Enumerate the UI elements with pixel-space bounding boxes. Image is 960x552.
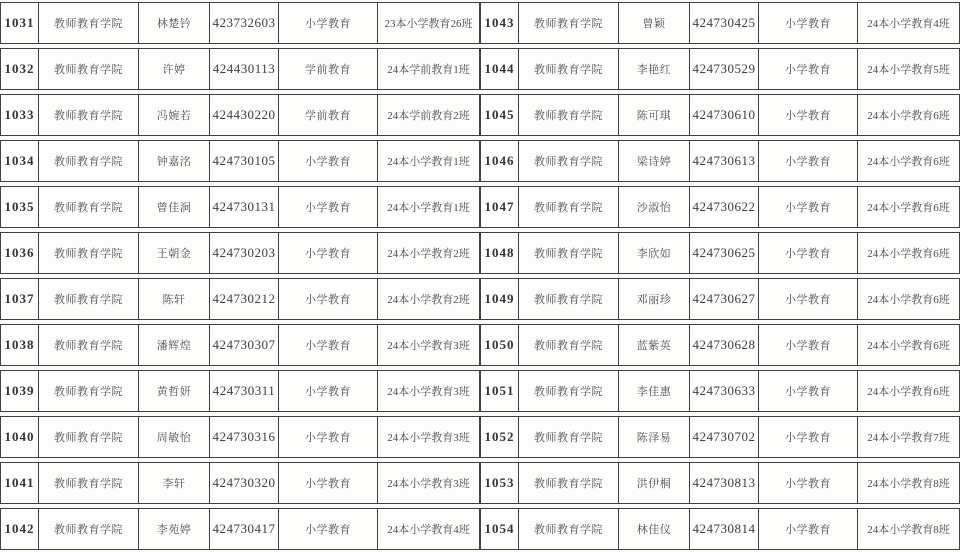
cell-student-id: 424730702 [690,417,759,457]
cell-class: 24本小学教育3班 [387,432,470,444]
cell-row-no: 1050 [481,325,519,365]
cell-college: 教师教育学院 [39,141,139,181]
cell-name: 李艳红 [619,49,690,89]
cell-college: 教师教育学院 [39,279,139,319]
cell-row-no: 1051 [481,371,519,411]
cell-row-no: 1046 [481,141,519,181]
cell-name: 林楚钤 [139,3,210,43]
cell-college: 教师教育学院 [39,95,139,135]
cell-row-no: 1043 [481,3,519,43]
cell-major: 小学教育 [279,3,378,43]
table-row [480,48,960,90]
cell-row-no: 1047 [481,187,519,227]
cell-major: 小学教育 [759,509,858,549]
cell-student-id: 424430220 [210,95,279,135]
cell-major: 小学教育 [759,95,858,135]
table-row [480,462,960,504]
cell-row-no: 1041 [1,463,39,503]
cell-class: 24本小学教育2班 [387,248,470,260]
cell-student-id: 424730529 [690,49,759,89]
cell-college: 教师教育学院 [39,417,139,457]
table-row [480,370,960,412]
cell-class: 24本学前教育2班 [387,110,470,122]
cell-class: 24本小学教育4班 [387,524,470,536]
cell-student-id: 424730633 [690,371,759,411]
table-row [0,278,480,320]
cell-student-id: 424730417 [210,509,279,549]
table-row [0,324,480,366]
table-row [480,278,960,320]
cell-row-no: 1032 [1,49,39,89]
table-row [0,48,480,90]
cell-college: 教师教育学院 [39,187,139,227]
cell-name: 林佳仪 [619,509,690,549]
cell-college: 教师教育学院 [39,325,139,365]
cell-major: 小学教育 [279,233,378,273]
roster-table-right [480,2,960,552]
table-row [0,370,480,412]
cell-name: 周敏怡 [139,417,210,457]
cell-row-no: 1031 [1,3,39,43]
cell-major: 小学教育 [759,49,858,89]
cell-name: 许婷 [139,49,210,89]
table-row [0,508,480,550]
cell-row-no: 1036 [1,233,39,273]
table-row [0,232,480,274]
cell-class: 24本学前教育1班 [387,64,470,76]
cell-college: 教师教育学院 [39,371,139,411]
cell-row-no: 1054 [481,509,519,549]
cell-major: 小学教育 [759,187,858,227]
cell-name: 李苑婷 [139,509,210,549]
cell-college: 教师教育学院 [519,49,619,89]
cell-class: 24本小学教育8班 [867,524,950,536]
cell-row-no: 1045 [481,95,519,135]
cell-major: 小学教育 [759,371,858,411]
cell-major: 小学教育 [279,417,378,457]
cell-student-id: 424730320 [210,463,279,503]
cell-class: 24本小学教育1班 [387,202,470,214]
cell-student-id: 424730131 [210,187,279,227]
cell-major: 小学教育 [279,509,378,549]
cell-row-no: 1039 [1,371,39,411]
cell-student-id: 424730628 [690,325,759,365]
cell-class: 24本小学教育3班 [387,478,470,490]
cell-row-no: 1040 [1,417,39,457]
roster-table-left [0,2,480,552]
table-row [480,324,960,366]
cell-major: 小学教育 [279,463,378,503]
cell-name: 李轩 [139,463,210,503]
cell-major: 学前教育 [279,49,378,89]
table-row [480,140,960,182]
cell-student-id: 424430113 [210,49,279,89]
cell-class: 24本小学教育1班 [387,156,470,168]
cell-name: 钟嘉洺 [139,141,210,181]
table-row [0,462,480,504]
cell-row-no: 1033 [1,95,39,135]
cell-name: 蓝紫英 [619,325,690,365]
table-row [0,2,480,44]
cell-name: 王朝金 [139,233,210,273]
cell-major: 小学教育 [279,141,378,181]
cell-class: 24本小学教育6班 [867,340,950,352]
cell-student-id: 424730425 [690,3,759,43]
cell-row-no: 1052 [481,417,519,457]
cell-student-id: 424730613 [690,141,759,181]
cell-college: 教师教育学院 [519,95,619,135]
cell-name: 冯婉若 [139,95,210,135]
cell-student-id: 424730625 [690,233,759,273]
cell-college: 教师教育学院 [519,463,619,503]
cell-student-id: 424730813 [690,463,759,503]
cell-class: 24本小学教育5班 [867,64,950,76]
table-row [0,94,480,136]
cell-row-no: 1048 [481,233,519,273]
cell-college: 教师教育学院 [519,141,619,181]
table-row [480,508,960,550]
cell-college: 教师教育学院 [39,233,139,273]
cell-name: 潘辉煌 [139,325,210,365]
cell-student-id: 424730105 [210,141,279,181]
cell-major: 小学教育 [759,279,858,319]
cell-class: 24本小学教育3班 [387,386,470,398]
table-row [480,232,960,274]
cell-college: 教师教育学院 [519,3,619,43]
cell-student-id: 424730627 [690,279,759,319]
table-row [480,186,960,228]
cell-major: 小学教育 [759,3,858,43]
cell-college: 教师教育学院 [519,371,619,411]
cell-name: 陈可琪 [619,95,690,135]
table-row [0,140,480,182]
cell-row-no: 1042 [1,509,39,549]
cell-name: 李佳惠 [619,371,690,411]
cell-student-id: 424730622 [690,187,759,227]
cell-name: 沙淑怡 [619,187,690,227]
cell-row-no: 1053 [481,463,519,503]
cell-major: 小学教育 [759,417,858,457]
table-row [0,416,480,458]
cell-college: 教师教育学院 [519,279,619,319]
cell-college: 教师教育学院 [39,509,139,549]
cell-class: 24本小学教育4班 [867,18,950,30]
cell-college: 教师教育学院 [519,325,619,365]
cell-college: 教师教育学院 [519,509,619,549]
cell-name: 黄哲妍 [139,371,210,411]
cell-class: 24本小学教育6班 [867,386,950,398]
cell-college: 教师教育学院 [519,233,619,273]
cell-major: 小学教育 [279,279,378,319]
cell-name: 陈轩 [139,279,210,319]
cell-class: 24本小学教育6班 [867,202,950,214]
cell-row-no: 1037 [1,279,39,319]
cell-class: 24本小学教育6班 [867,110,950,122]
cell-college: 教师教育学院 [519,187,619,227]
cell-class: 24本小学教育2班 [387,294,470,306]
cell-class: 24本小学教育6班 [867,156,950,168]
cell-row-no: 1049 [481,279,519,319]
cell-student-id: 424730311 [210,371,279,411]
cell-college: 教师教育学院 [39,3,139,43]
cell-major: 学前教育 [279,95,378,135]
cell-major: 小学教育 [279,371,378,411]
cell-major: 小学教育 [759,141,858,181]
cell-class: 24本小学教育8班 [867,478,950,490]
cell-student-id: 424730203 [210,233,279,273]
cell-student-id: 424730316 [210,417,279,457]
cell-name: 曾佳涧 [139,187,210,227]
cell-major: 小学教育 [759,463,858,503]
cell-class: 24本小学教育3班 [387,340,470,352]
cell-name: 邓丽珍 [619,279,690,319]
cell-class: 24本小学教育6班 [867,248,950,260]
table-row [0,186,480,228]
cell-row-no: 1034 [1,141,39,181]
cell-name: 梁诗婷 [619,141,690,181]
table-row [480,2,960,44]
cell-student-id: 424730610 [690,95,759,135]
cell-name: 洪伊桐 [619,463,690,503]
cell-major: 小学教育 [759,233,858,273]
cell-name: 曾颖 [619,3,690,43]
cell-row-no: 1044 [481,49,519,89]
cell-major: 小学教育 [279,325,378,365]
cell-name: 李欣如 [619,233,690,273]
cell-student-id: 423732603 [210,3,279,43]
cell-college: 教师教育学院 [39,49,139,89]
cell-row-no: 1038 [1,325,39,365]
cell-major: 小学教育 [279,187,378,227]
cell-name: 陈泽易 [619,417,690,457]
cell-row-no: 1035 [1,187,39,227]
cell-college: 教师教育学院 [519,417,619,457]
cell-major: 小学教育 [759,325,858,365]
cell-class: 24本小学教育6班 [867,294,950,306]
cell-student-id: 424730814 [690,509,759,549]
cell-class: 24本小学教育7班 [867,432,950,444]
table-row [480,416,960,458]
cell-student-id: 424730212 [210,279,279,319]
cell-class: 23本小学教育26班 [384,18,473,30]
table-row [480,94,960,136]
cell-student-id: 424730307 [210,325,279,365]
cell-college: 教师教育学院 [39,463,139,503]
